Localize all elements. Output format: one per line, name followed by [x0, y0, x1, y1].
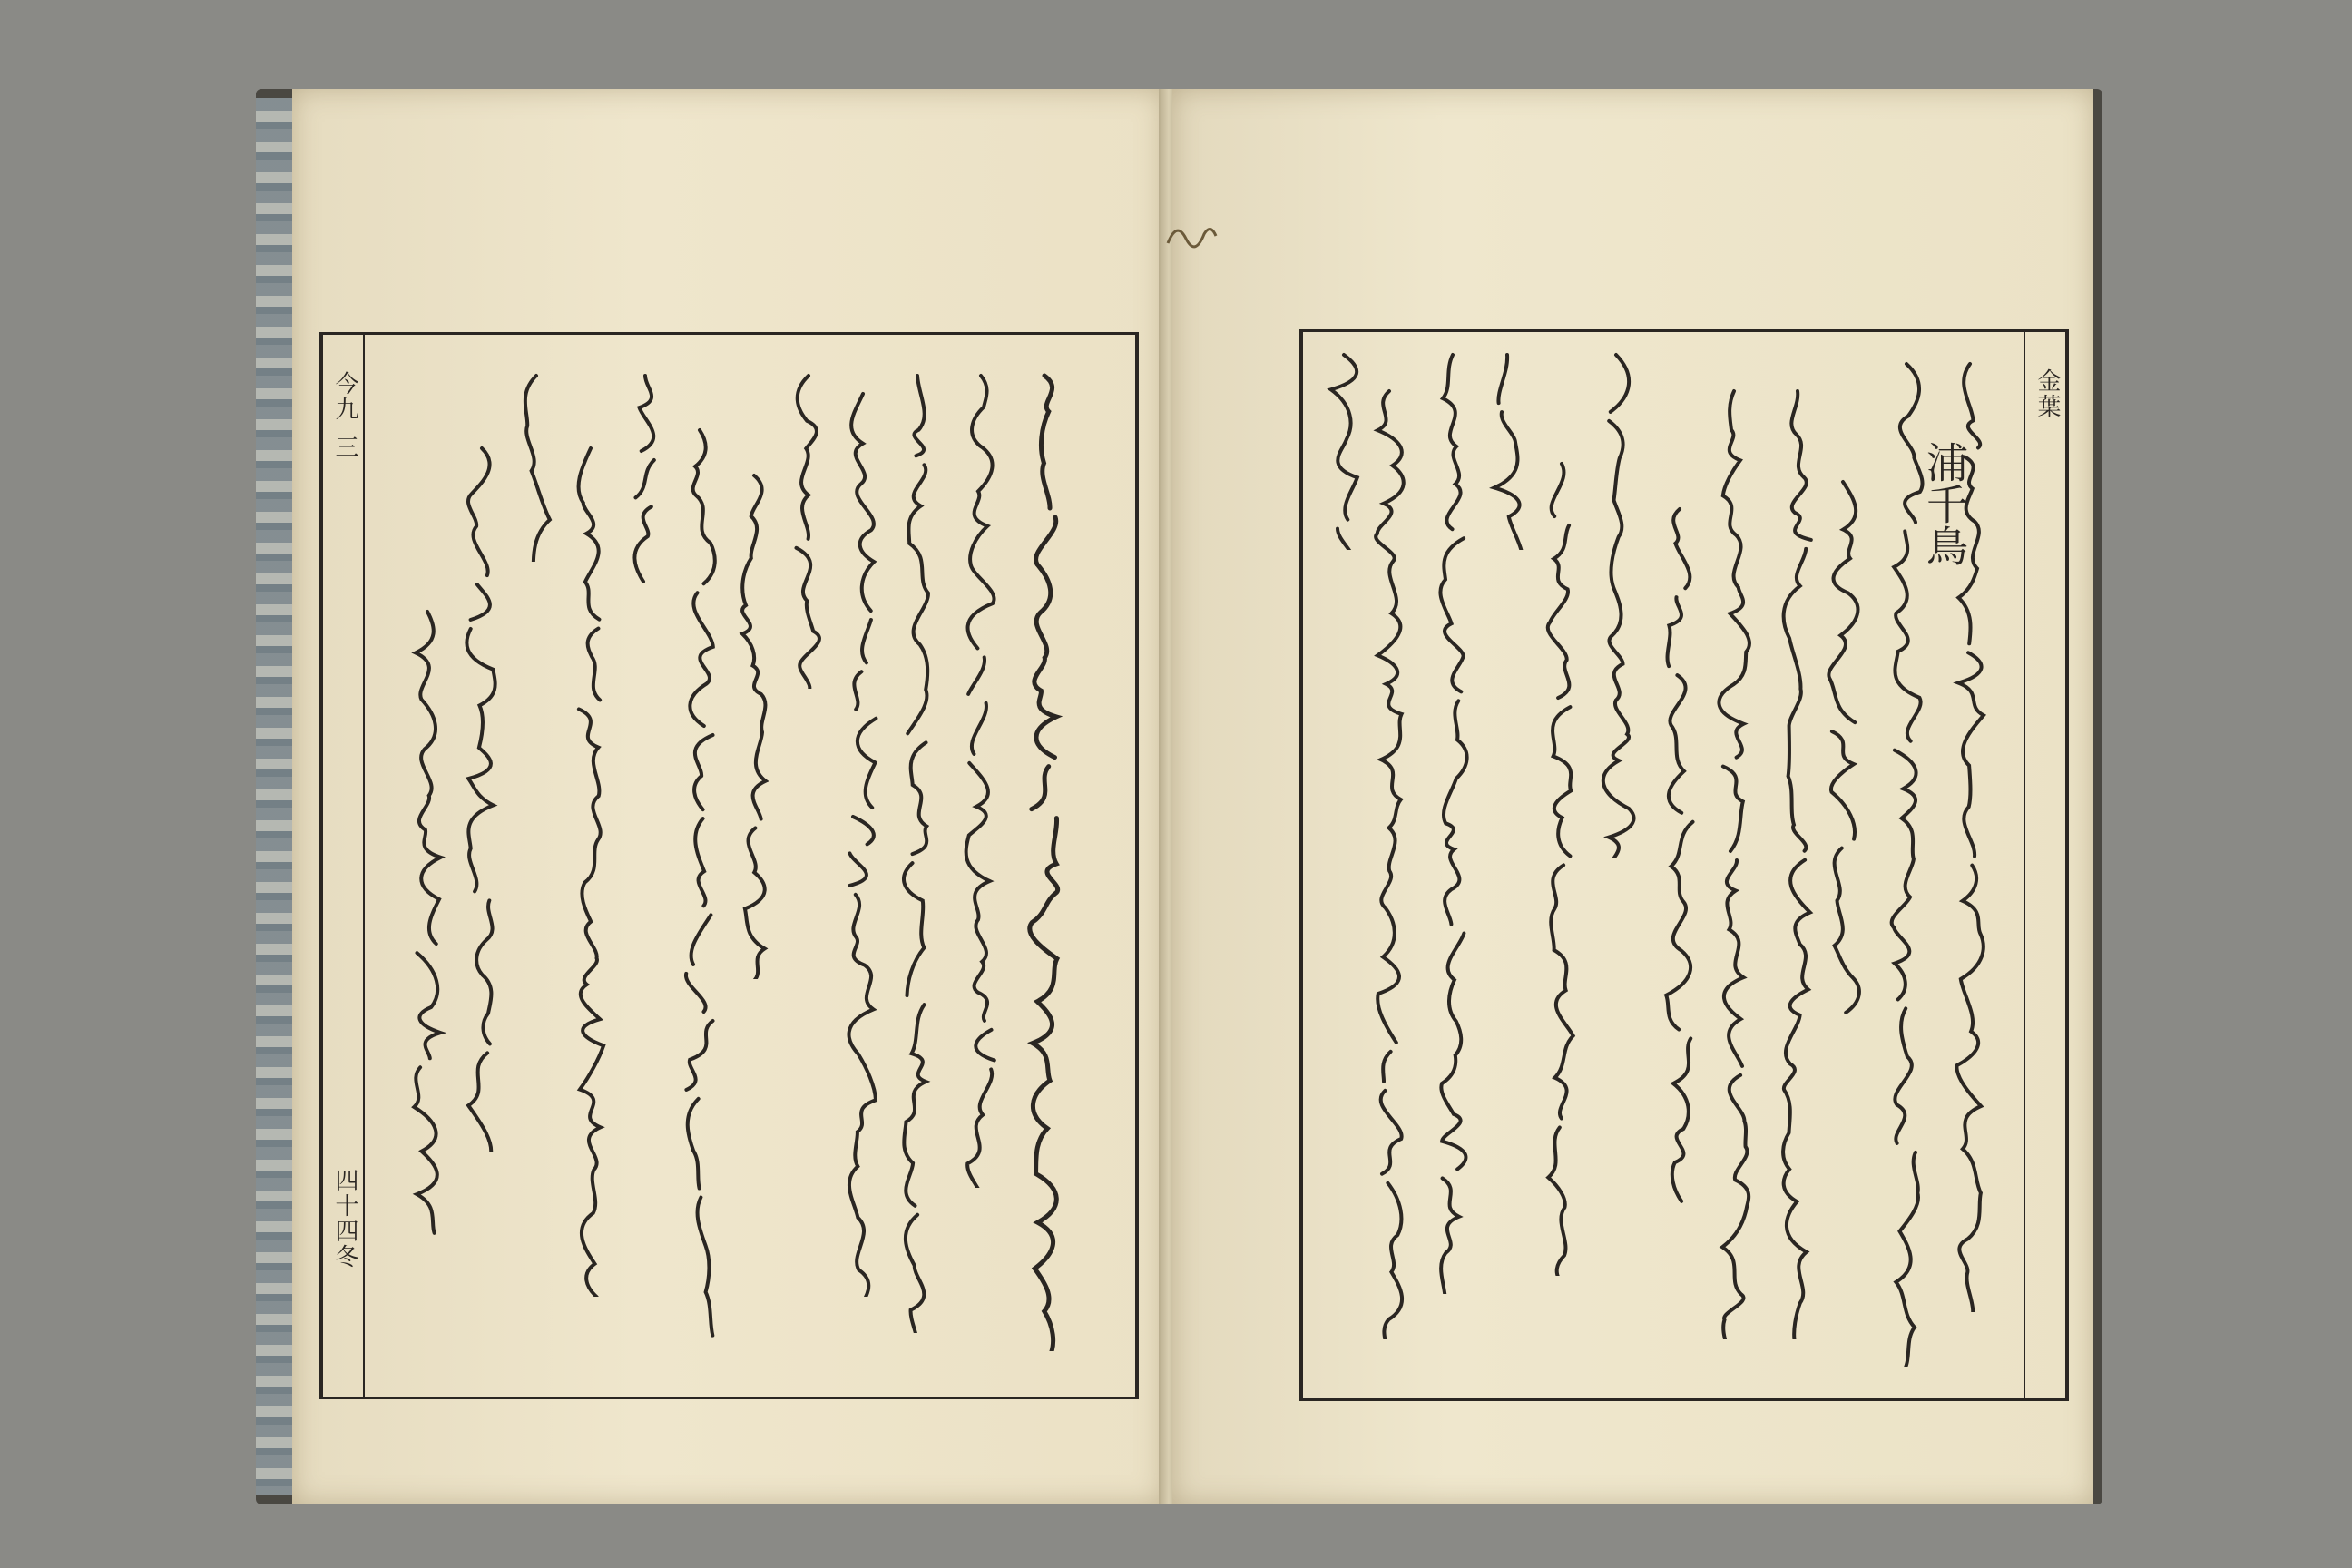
left-margin-title: 今九: [331, 371, 358, 422]
calligraphy-column: [1648, 505, 1711, 1212]
calligraphy-column: [722, 471, 786, 979]
calligraphy-column: [1584, 350, 1648, 858]
left-text-frame: [319, 332, 1139, 1399]
calligraphy-column: [668, 426, 731, 1342]
right-text-frame: [1299, 329, 2069, 1401]
left-margin-volume: 三: [331, 435, 358, 460]
calligraphy-column: [505, 371, 568, 562]
calligraphy-column: [559, 444, 622, 1297]
left-margin-folio: 四十四冬: [331, 1168, 358, 1269]
right-heading: 浦千鳥: [1920, 441, 1969, 566]
open-book: [256, 89, 2102, 1504]
calligraphy-column: [1312, 350, 1376, 550]
calligraphy-column: [886, 371, 949, 1333]
calligraphy-column: [777, 371, 840, 689]
calligraphy-column: [613, 371, 677, 607]
right-margin-title: 金葉: [2034, 368, 2061, 419]
right-page: [1172, 89, 2093, 1504]
right-page-margin-column: [2024, 332, 2065, 1398]
left-page-margin-column: [323, 335, 365, 1396]
calligraphy-column: [949, 371, 1013, 1188]
binding-thread: [1163, 216, 1218, 261]
left-page: [292, 89, 1163, 1504]
calligraphy-column: [1421, 350, 1485, 1294]
calligraphy-column: [450, 444, 514, 1152]
calligraphy-column: [1702, 387, 1766, 1339]
calligraphy-column: [1766, 387, 1829, 1339]
calligraphy-column: [831, 389, 895, 1297]
calligraphy-column: [1530, 459, 1593, 1276]
calligraphy-column: [1475, 350, 1539, 550]
calligraphy-column: [396, 607, 459, 1242]
calligraphy-column: [1013, 371, 1076, 1351]
